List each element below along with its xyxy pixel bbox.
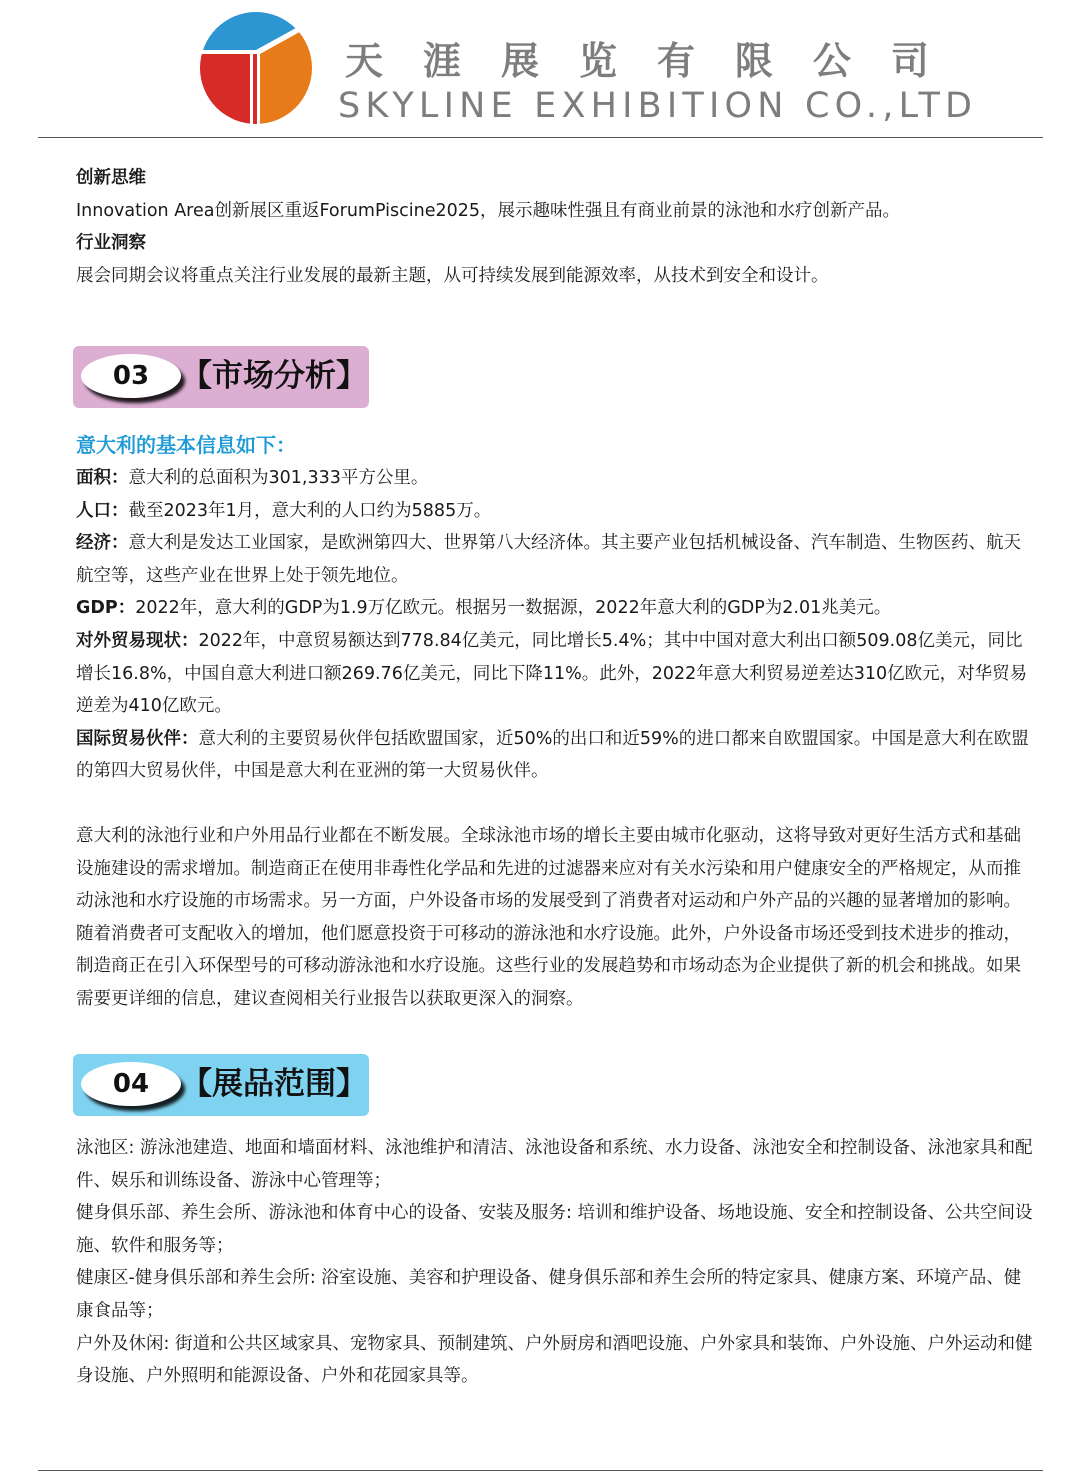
fact-population: 人口：截至2023年1月，意大利的人口约为5885万。: [76, 500, 492, 521]
paragraph-innovation: Innovation Area创新展区重返ForumPiscine2025，展示趣味性强且有商业前景的泳池和水疗创新产品。: [76, 200, 900, 221]
section-04-badge: [73, 1054, 369, 1116]
paragraph-industry-insight: 展会同期会议将重点关注行业发展的最新主题，从可持续发展到能源效率，从技术到安全和设计。: [76, 265, 829, 286]
scope-item-outdoor: 户外及休闲: 街道和公共区域家具、宠物家具、预制建筑、户外厨房和酒吧设施、户外家具和装饰、户外设施、户外运动和健身设施、户外照明和能源设备、户外和花园家具等。: [76, 1333, 1033, 1387]
scope-item-health: 健康区-健身俱乐部和养生会所: 浴室设施、美容和护理设备、健身俱乐部和养生会所的特定家具、健康方案、环境产品、健康食品等；: [76, 1268, 1022, 1321]
scope-item-fitness: 健身俱乐部、养生会所、游泳池和体育中心的设备、安装及服务: 培训和维护设备、场地设施、安全和控制设备、公共空间设施、软件和服务等；: [76, 1203, 1033, 1256]
footer-divider: [38, 1470, 1043, 1471]
company-name-cn: 天 涯 展 览 有 限 公 司: [345, 39, 935, 83]
section-04-number: 04: [81, 1062, 181, 1106]
section-03-badge: [73, 346, 369, 408]
heading-industry-insight: 行业洞察: [76, 233, 146, 254]
market-analysis-block: [76, 428, 1036, 1016]
exhibit-scope-block: [76, 1132, 1036, 1393]
fact-area: 面积：意大利的总面积为301,333平方公里。: [76, 468, 429, 488]
page-header: [0, 0, 1080, 140]
fact-trade-partners: 国际贸易伙伴：意大利的主要贸易伙伴包括欧盟国家，近50%的出口和近59%的进口都来自欧盟国家。中国是意大利在欧盟的第四大贸易伙伴，中国是意大利在亚洲的第一大贸易伙伴。: [76, 728, 1029, 782]
fact-foreign-trade: 对外贸易现状：2022年，中意贸易额达到778.84亿美元，同比增长5.4%；其中中国对意大利出口额509.08亿美元，同比增长16.8%，中国自意大利进口额269.76亿美元，同比下降11%。此外，2022年意大利贸易逆差达310亿欧元，对华贸易逆差为410亿欧元。: [76, 630, 1028, 717]
header-divider: [38, 137, 1043, 138]
section-03-title: 【市场分析】: [181, 358, 367, 394]
fact-economy: 经济：意大利是发达工业国家，是欧洲第四大、世界第八大经济体。其主要产业包括机械设备、汽车制造、生物医药、航天航空等，这些产业在世界上处于领先地位。: [76, 533, 1021, 586]
scope-item-pool: 泳池区: 游泳池建造、地面和墙面材料、泳池维护和清洁、泳池设备和系统、水力设备、泳池安全和控制设备、泳池家具和配件、娱乐和训练设备、游泳中心管理等；: [76, 1138, 1033, 1191]
italy-info-subtitle: 意大利的基本信息如下：: [76, 433, 296, 457]
market-paragraph: 意大利的泳池行业和户外用品行业都在不断发展。全球泳池市场的增长主要由城市化驱动，这将导致对更好生活方式和基础设施建设的需求增加。制造商正在使用非毒性化学品和先进的过滤器来应对有关水污染和用户健康安全的严格规定，从而推动泳池和水疗设施的市场需求。另一方面，户外设备市场的发展受到了消费者对运动和户外产品的兴趣的显著增加的影响。随着消费者可支配收入的增加，他们愿意投资于可移动的游泳池和水疗设施。此外，户外设备市场还受到技术进步的推动，制造商正在引入环保型号的可移动游泳池和水疗设施。这些行业的发展趋势和市场动态为企业提供了新的机会和挑战。如果需要更详细的信息，建议查阅相关行业报告以获取更深入的洞察。: [76, 825, 1021, 1009]
section-04-title: 【展品范围】: [181, 1066, 367, 1102]
heading-innovation: 创新思维: [76, 168, 146, 188]
fact-gdp: GDP：2022年，意大利的GDP为1.9万亿欧元。根据另一数据源，2022年意大利的GDP为2.01兆美元。: [76, 598, 892, 619]
section-03-number: 03: [81, 354, 181, 398]
company-logo: [198, 12, 314, 124]
company-name-en: SKYLINE EXHIBITION CO.,LTD: [338, 86, 978, 126]
intro-block: [76, 162, 1036, 292]
